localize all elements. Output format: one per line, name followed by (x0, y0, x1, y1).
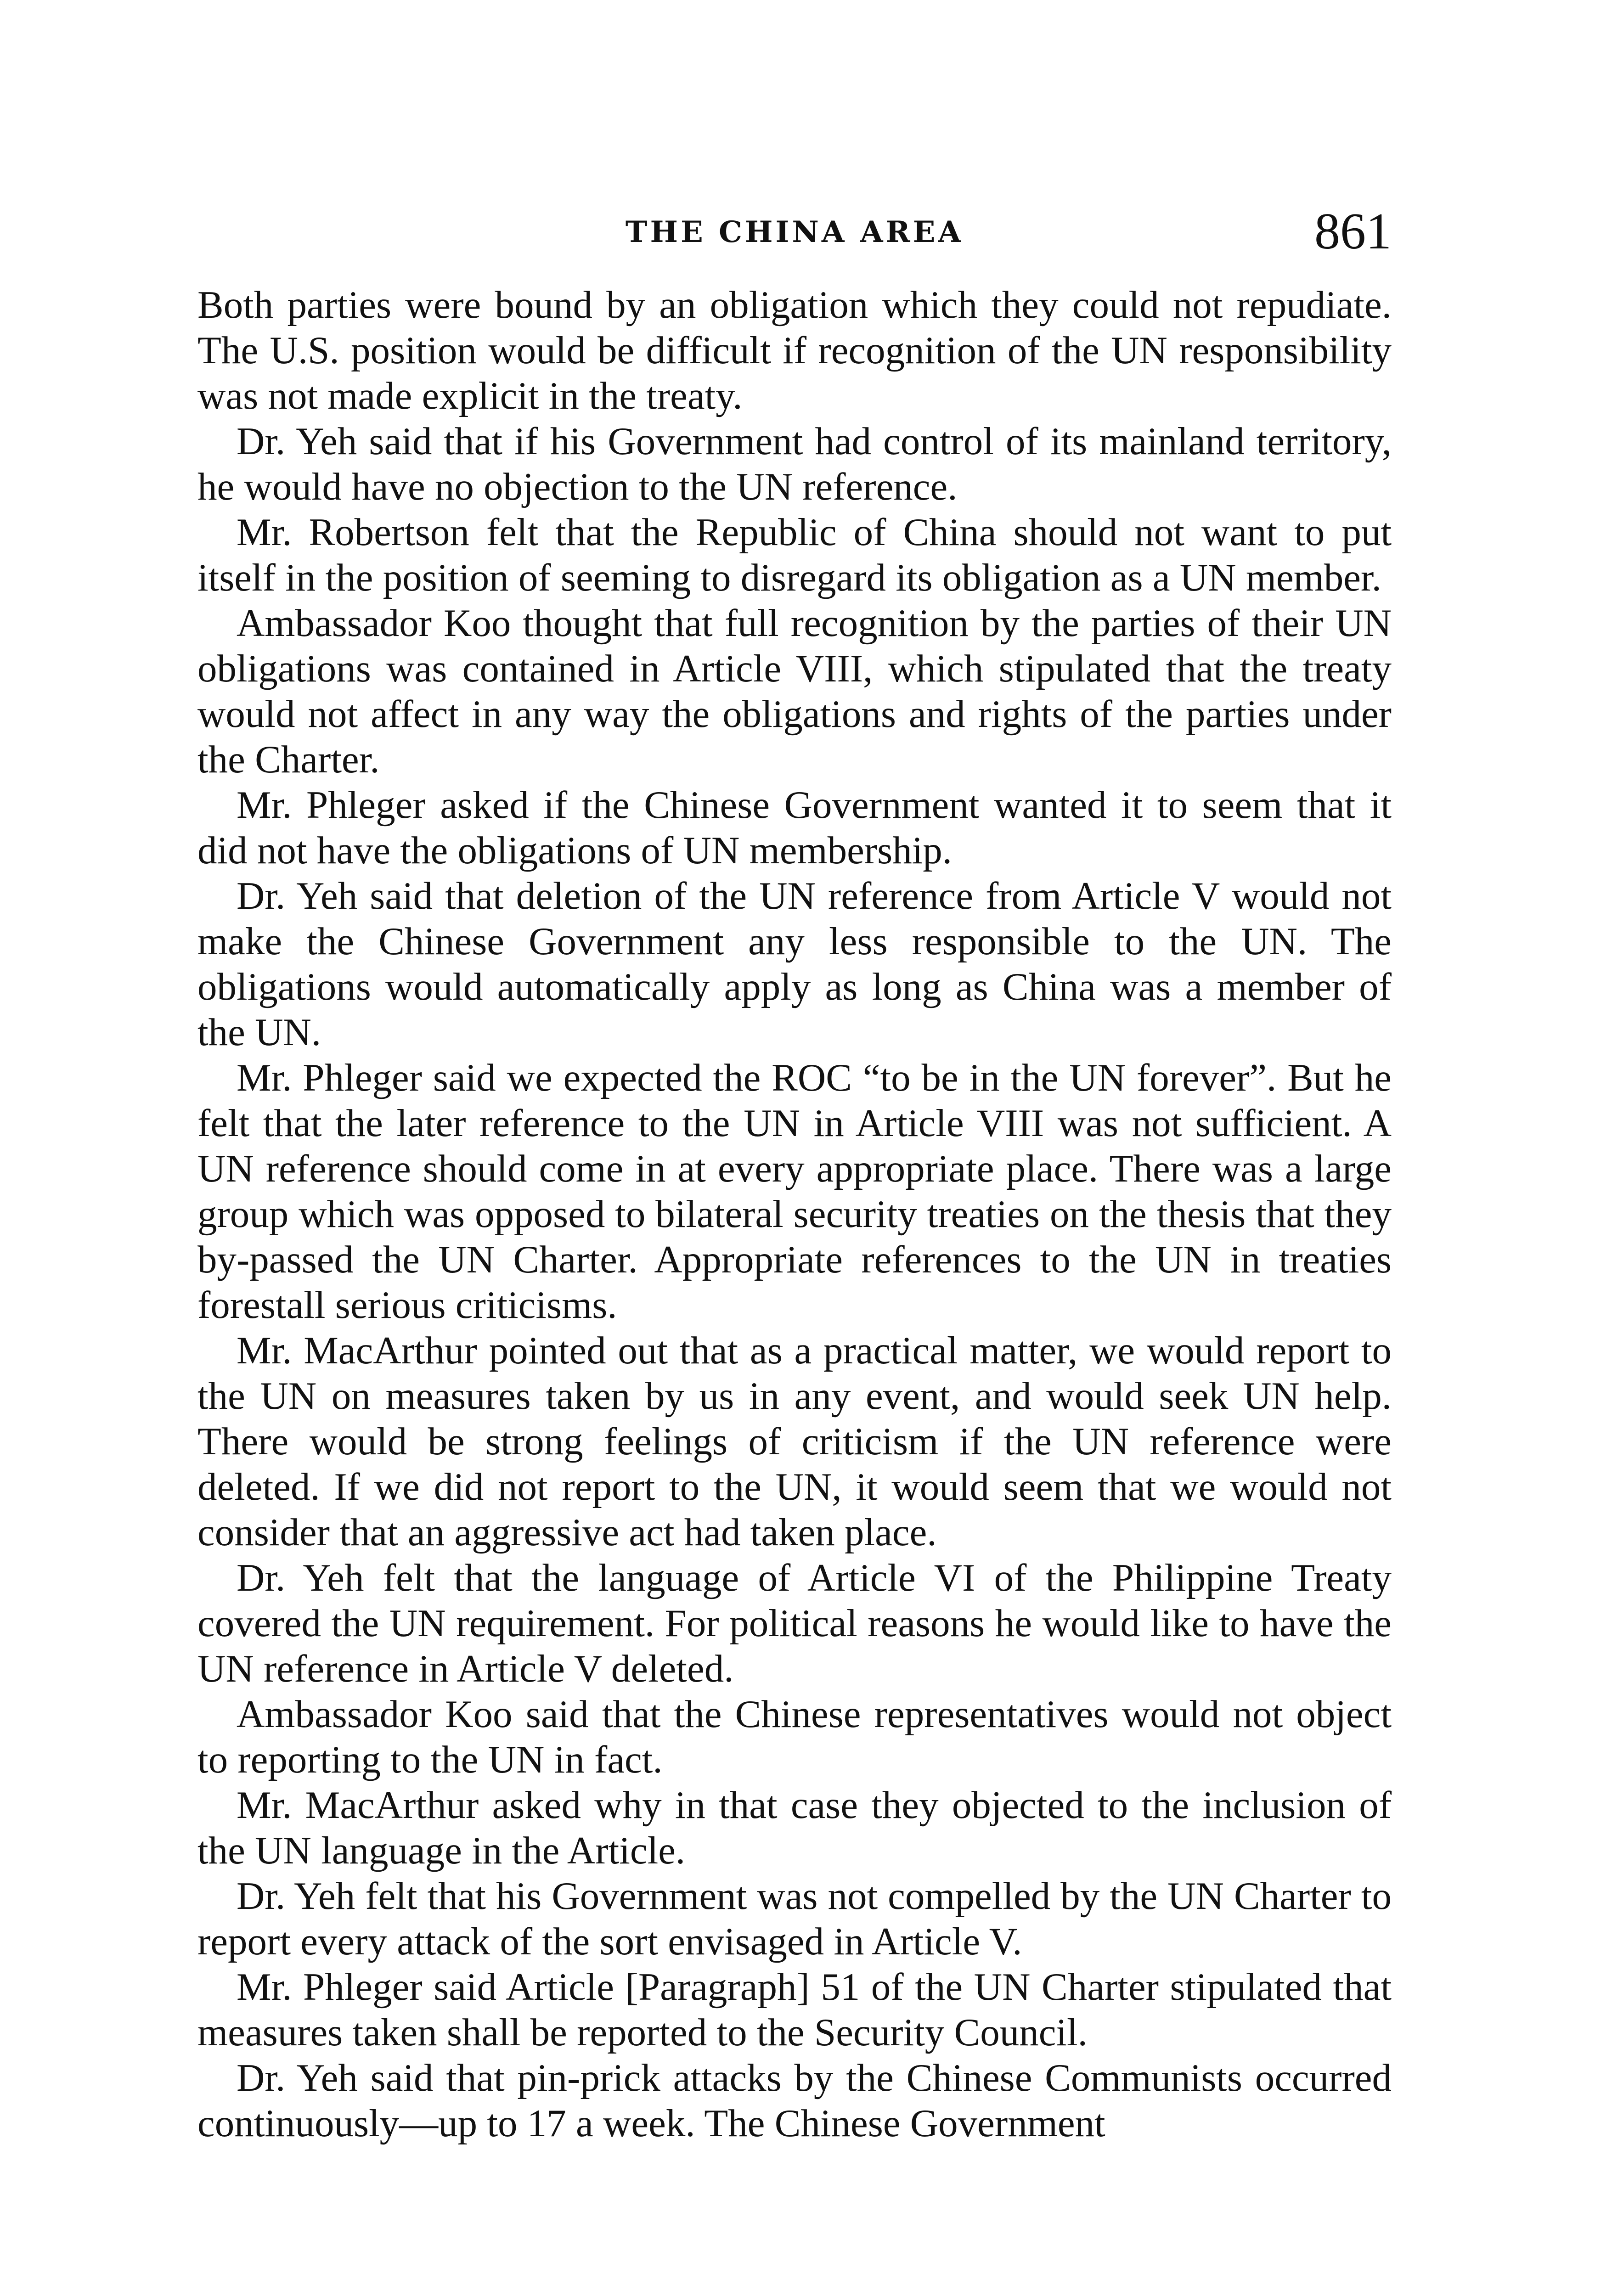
paragraph: Dr. Yeh said that pin-prick attacks by the Chinese Communists occurred continuously—up to 17 a week. The Chinese Government (197, 2056, 1392, 2145)
paragraph: Dr. Yeh felt that the language of Article VI of the Philippine Treaty covered the UN requirement. For political reasons he would like to have the UN reference in Article V deleted. (197, 1556, 1392, 1690)
paragraph: Both parties were bound by an obligation which they could not repudiate. The U.S. position would be difficult if recognition of the UN responsibility was not made explicit in the treaty. (197, 283, 1392, 417)
paragraph: Mr. Robertson felt that the Republic of China should not want to put itself in the position of seeming to disregard its obligation as a UN member. (197, 511, 1392, 599)
paragraph: Mr. MacArthur pointed out that as a practical matter, we would report to the UN on measures taken by us in any event, and would seek UN help. There would be strong feelings of criticism if the UN reference were deleted. If we did not report to the UN, it would seem that we would not consider that an aggressive act had taken place. (197, 1329, 1392, 1554)
paragraph: Ambassador Koo said that the Chinese representatives would not object to reporting to the UN in fact. (197, 1693, 1392, 1781)
paragraph: Mr. MacArthur asked why in that case they objected to the inclusion of the UN language in the Article. (197, 1784, 1392, 1872)
page-header (197, 202, 1392, 276)
paragraph: Mr. Phleger said Article [Paragraph] 51 of the UN Charter stipulated that measures taken shall be reported to the Security Council. (197, 1965, 1392, 2054)
page-number: 861 (1314, 203, 1392, 260)
running-head: THE CHINA AREA (625, 215, 964, 249)
paragraph: Ambassador Koo thought that full recognition by the parties of their UN obligations was contained in Article VIII, which stipulated that the treaty would not affect in any way the obligations and rights of the parties under the Charter. (197, 602, 1392, 781)
paragraph: Mr. Phleger asked if the Chinese Government wanted it to seem that it did not have the obligations of UN membership. (197, 783, 1392, 872)
paragraph: Dr. Yeh said that if his Government had control of its mainland territory, he would have no objection to the UN reference. (197, 420, 1392, 508)
paragraph: Dr. Yeh felt that his Government was not compelled by the UN Charter to report every attack of the sort envisaged in Article V. (197, 1874, 1392, 1963)
body-text (197, 282, 1392, 2146)
paragraph: Dr. Yeh said that deletion of the UN reference from Article V would not make the Chinese Government any less responsible to the UN. The obligations would automatically apply as long as China was a member of the UN. (197, 874, 1392, 1054)
paragraph: Mr. Phleger said we expected the ROC “to be in the UN forever”. But he felt that the later reference to the UN in Article VIII was not sufficient. A UN reference should come in at every appropriate place. There was a large group which was opposed to bilateral security treaties on the thesis that they by-passed the UN Charter. Appropriate references to the UN in treaties forestall serious criticisms. (197, 1056, 1392, 1327)
